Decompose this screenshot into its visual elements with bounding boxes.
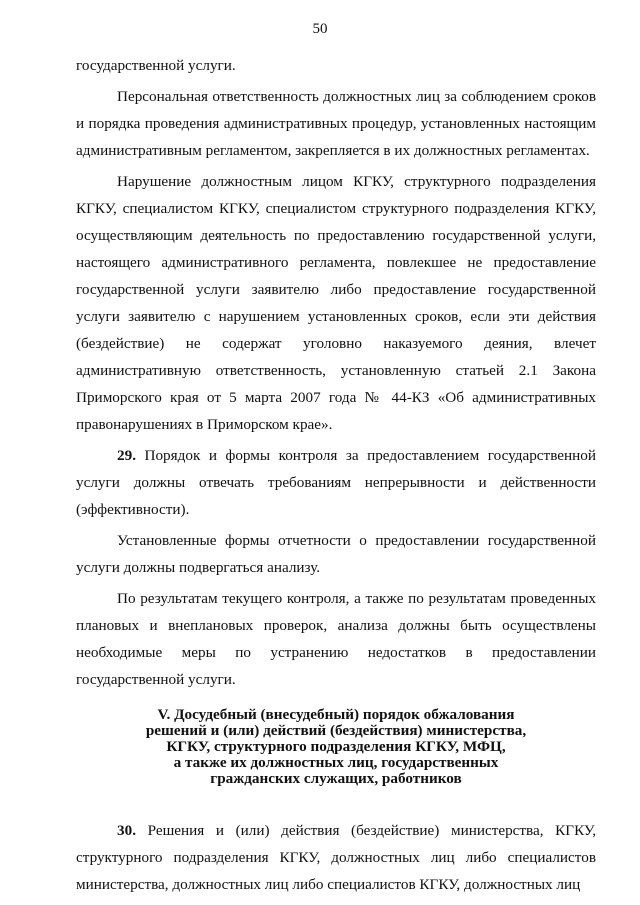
paragraph-number: 29. bbox=[117, 447, 136, 464]
paragraph-violation: Нарушение должностным лицом КГКУ, структурного подразделения КГКУ, специалистом КГКУ, специалистом структурного подразделения КГКУ, осуществляющим деятельность по предоставлению государственной услуги, настоящего административного регламента, повлекшее не предоставление государственной услуги заявителю либо предоставление государственной услуги заявителю с нарушением установленных сроков, если эти действия (бездействие) не содержат уголовно наказуемого деяния, влечет административную ответственность, установленную статьей 2.1 Закона Приморского края от 5 марта 2007 года № 44-КЗ «Об административных правонарушениях в Приморском крае». bbox=[76, 173, 596, 433]
paragraph-text: Решения и (или) действия (бездействие) министерства, КГКУ, структурного подразделения КГКУ, должностных лиц либо специалистов министерства, должностных лиц либо специалистов КГКУ, должностных лиц bbox=[76, 822, 596, 893]
paragraph-control-results: По результатам текущего контроля, а также по результатам проведенных плановых и внеплановых проверок, анализа должны быть осуществлены необходимые меры по устранению недостатков в предоставлении государственной услуги. bbox=[76, 590, 596, 688]
document-body bbox=[76, 52, 596, 898]
section-heading bbox=[76, 707, 596, 787]
paragraph-number: 30. bbox=[117, 822, 136, 839]
heading-line: гражданских служащих, работников bbox=[210, 770, 462, 787]
heading-line: КГКУ, структурного подразделения КГКУ, МФЦ, bbox=[166, 738, 506, 755]
paragraph-30 bbox=[76, 817, 596, 898]
paragraph-reporting: Установленные формы отчетности о предоставлении государственной услуги должны подвергаться анализу. bbox=[76, 532, 596, 576]
heading-line: решений и (или) действий (бездействия) министерства, bbox=[145, 722, 527, 739]
paragraph-29 bbox=[76, 442, 596, 523]
paragraph-continuation: государственной услуги. bbox=[76, 57, 236, 74]
paragraph-responsibility: Персональная ответственность должностных лиц за соблюдением сроков и порядка проведения административных процедур, установленных настоящим административным регламентом, закрепляется в их должностных регламентах. bbox=[76, 88, 596, 159]
heading-line: а также их должностных лиц, государственных bbox=[173, 754, 499, 771]
heading-line: V. Досудебный (внесудебный) порядок обжалования bbox=[157, 706, 515, 723]
page-number: 50 bbox=[312, 21, 328, 37]
paragraph-text: Порядок и формы контроля за предоставлением государственной услуги должны отвечать требованиям непрерывности и действенности (эффективности). bbox=[76, 447, 596, 518]
